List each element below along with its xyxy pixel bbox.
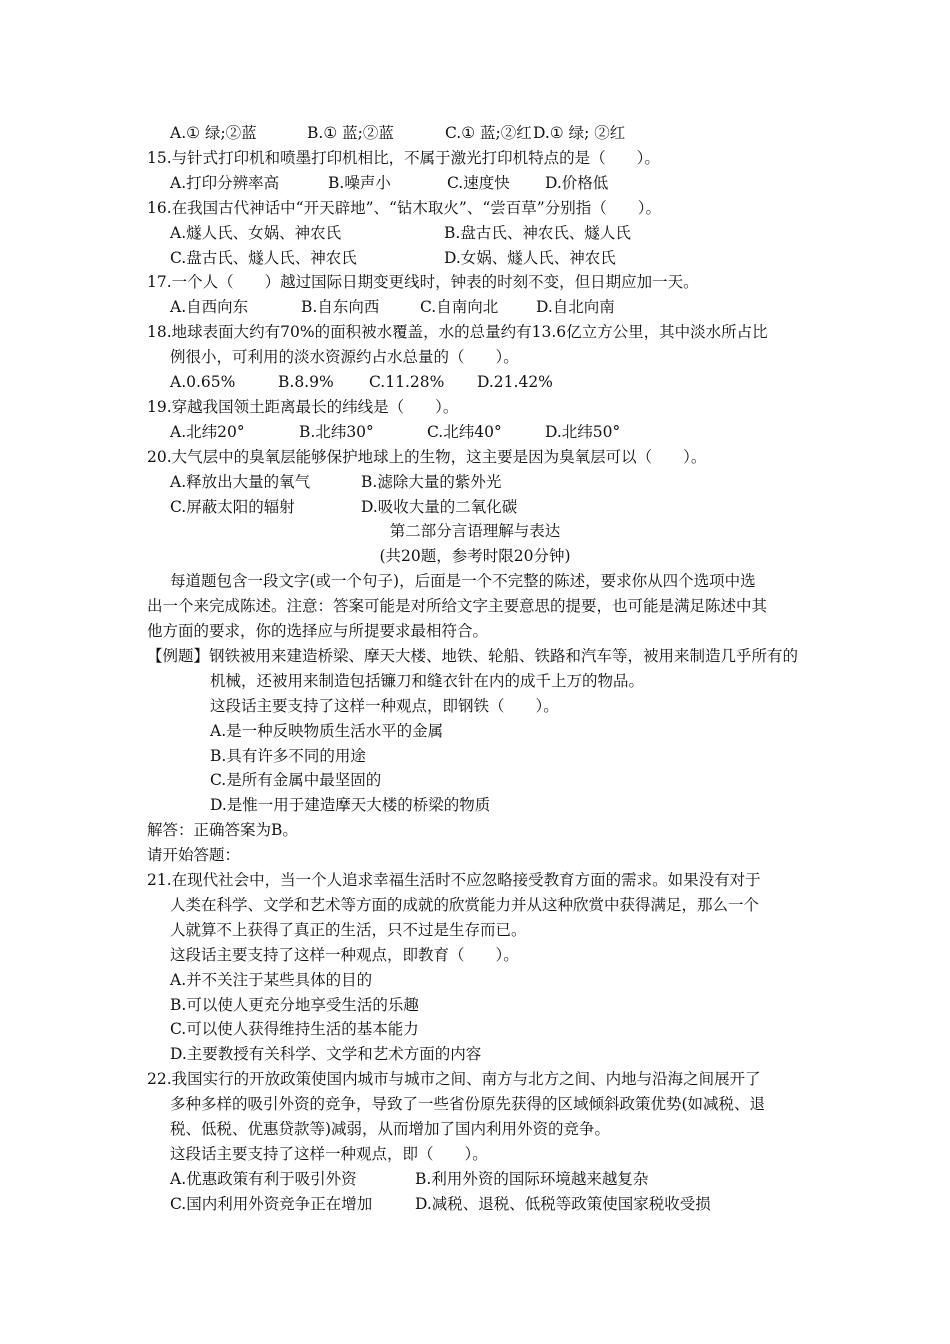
text-line: 22.我国实行的开放政策使国内城市与城市之间、南方与北方之间、内地与沿海之间展开了 xyxy=(147,1070,761,1089)
text-line: 例很小，可利用的淡水资源约占水总量的（ ）。 xyxy=(170,348,519,367)
section-heading: 第二部分言语理解与表达 xyxy=(389,522,561,541)
option-text: B.利用外资的国际环境越来越复杂 xyxy=(415,1169,649,1188)
text-line: 17.一个人（ ）越过国际日期变更线时，钟表的时刻不变，但日期应加一天。 xyxy=(147,273,699,292)
section-heading: (共20题，参考时限20分钟) xyxy=(379,547,571,566)
text-line: 18.地球表面大约有70%的面积被水覆盖，水的总量约有13.6亿立方公里，其中淡水所占比 xyxy=(147,323,768,342)
option-text: A.燧人氏、女娲、神农氏 xyxy=(170,223,342,242)
option-text: D.女娲、燧人氏、神农氏 xyxy=(444,248,616,267)
text-line: 【例题】钢铁被用来建造桥梁、摩天大楼、地铁、轮船、铁路和汽车等，被用来制造几乎所有的 xyxy=(147,646,799,665)
text-line: 出一个来完成陈述。注意：答案可能是对所给文字主要意思的提要，也可能是满足陈述中其 xyxy=(147,597,768,616)
text-line: A.是一种反映物质生活水平的金属 xyxy=(210,721,444,740)
option-text: A.释放出大量的氧气 xyxy=(170,472,311,491)
text-line: 每道题包含一段文字(或一个句子)，后面是一个不完整的陈述，要求你从四个选项中选 xyxy=(170,572,756,591)
option-text: B.盘古氏、神农氏、燧人氏 xyxy=(444,223,631,242)
option-text: B.自东向西 xyxy=(301,298,380,317)
text-line: 21.在现代社会中，当一个人追求幸福生活时不应忽略接受教育方面的需求。如果没有对于 xyxy=(147,871,761,889)
option-text: B.噪声小 xyxy=(328,173,391,192)
option-text: C.北纬40° xyxy=(427,422,502,441)
text-line: A.并不关注于某些具体的目的 xyxy=(170,970,373,989)
text-line: 16.在我国古代神话中“开天辟地”、“钻木取火”、“尝百草”分别指（ ）。 xyxy=(147,198,661,217)
option-text: A.① 绿;②蓝 xyxy=(170,124,257,142)
option-text: D.价格低 xyxy=(545,173,609,192)
option-text: B.北纬30° xyxy=(299,422,374,441)
text-line: 这段话主要支持了这样一种观点，即钢铁（ ）。 xyxy=(210,696,559,715)
text-line: 多种多样的吸引外资的竞争，导致了一些省份原先获得的区域倾斜政策优势(如减税、退 xyxy=(170,1095,766,1114)
option-text: D.21.42% xyxy=(477,373,553,391)
text-line: 20.大气层中的臭氧层能够保护地球上的生物，这主要是因为臭氧层可以（ ）。 xyxy=(147,447,707,466)
option-text: A.优惠政策有利于吸引外资 xyxy=(170,1169,357,1188)
option-text: D.自北向南 xyxy=(536,298,615,317)
option-text: C.屏蔽太阳的辐射 xyxy=(170,497,295,516)
option-text: D.北纬50° xyxy=(545,422,621,441)
text-line: B.具有许多不同的用途 xyxy=(210,746,366,765)
option-text: B.① 蓝;②蓝 xyxy=(307,124,394,142)
text-line: 人就算不上获得了真正的生活，只不过是生存而已。 xyxy=(170,920,527,939)
text-line: 19.穿越我国领土距离最长的纬线是（ ）。 xyxy=(147,397,459,416)
text-line: 人类在科学、文学和艺术等方面的成就的欣赏能力并从这种欣赏中获得满足，那么一个 xyxy=(170,895,760,914)
option-text: D.吸收大量的二氧化碳 xyxy=(361,497,518,516)
text-line: 机械，还被用来制造包括镰刀和缝衣针在内的成千上万的物品。 xyxy=(210,671,645,690)
option-text: D.① 绿; ②红 xyxy=(533,124,626,142)
text-line: C.是所有金属中最坚固的 xyxy=(210,771,382,790)
text-line: 请开始答题： xyxy=(147,846,241,865)
text-line: 他方面的要求，你的选择应与所提要求最相符合。 xyxy=(147,622,489,640)
option-text: C.11.28% xyxy=(369,373,445,391)
option-text: C.速度快 xyxy=(447,173,510,192)
option-text: A.打印分辨率高 xyxy=(170,173,280,192)
option-text: B.滤除大量的紫外光 xyxy=(361,472,502,491)
option-text: C.① 蓝;②红 xyxy=(445,124,532,142)
text-line: 税、低税、优惠贷款等)减弱，从而增加了国内利用外资的竞争。 xyxy=(170,1120,611,1138)
text-line: 解答：正确答案为B。 xyxy=(147,821,298,840)
text-line: C.可以使人获得维持生活的基本能力 xyxy=(170,1020,419,1039)
text-line: 15.与针式打印机和喷墨打印机相比，不属于激光打印机特点的是（ ）。 xyxy=(147,148,660,167)
option-text: B.8.9% xyxy=(278,373,334,391)
option-text: A.自西向东 xyxy=(170,298,249,317)
option-text: A.北纬20° xyxy=(170,422,245,441)
text-line: D.是惟一用于建造摩天大楼的桥梁的物质 xyxy=(210,796,491,815)
text-line: 这段话主要支持了这样一种观点，即教育（ ）。 xyxy=(170,945,519,964)
option-text: A.0.65% xyxy=(170,373,236,391)
option-text: C.国内利用外资竞争正在增加 xyxy=(170,1194,373,1213)
text-line: 这段话主要支持了这样一种观点，即（ ）。 xyxy=(170,1144,488,1163)
option-text: C.盘古氏、燧人氏、神农氏 xyxy=(170,248,357,267)
option-text: D.减税、退税、低税等政策使国家税收受损 xyxy=(415,1194,711,1213)
text-line: B.可以使人更充分地享受生活的乐趣 xyxy=(170,995,419,1014)
text-line: D.主要教授有关科学、文学和艺术方面的内容 xyxy=(170,1045,482,1064)
option-text: C.自南向北 xyxy=(420,298,499,317)
